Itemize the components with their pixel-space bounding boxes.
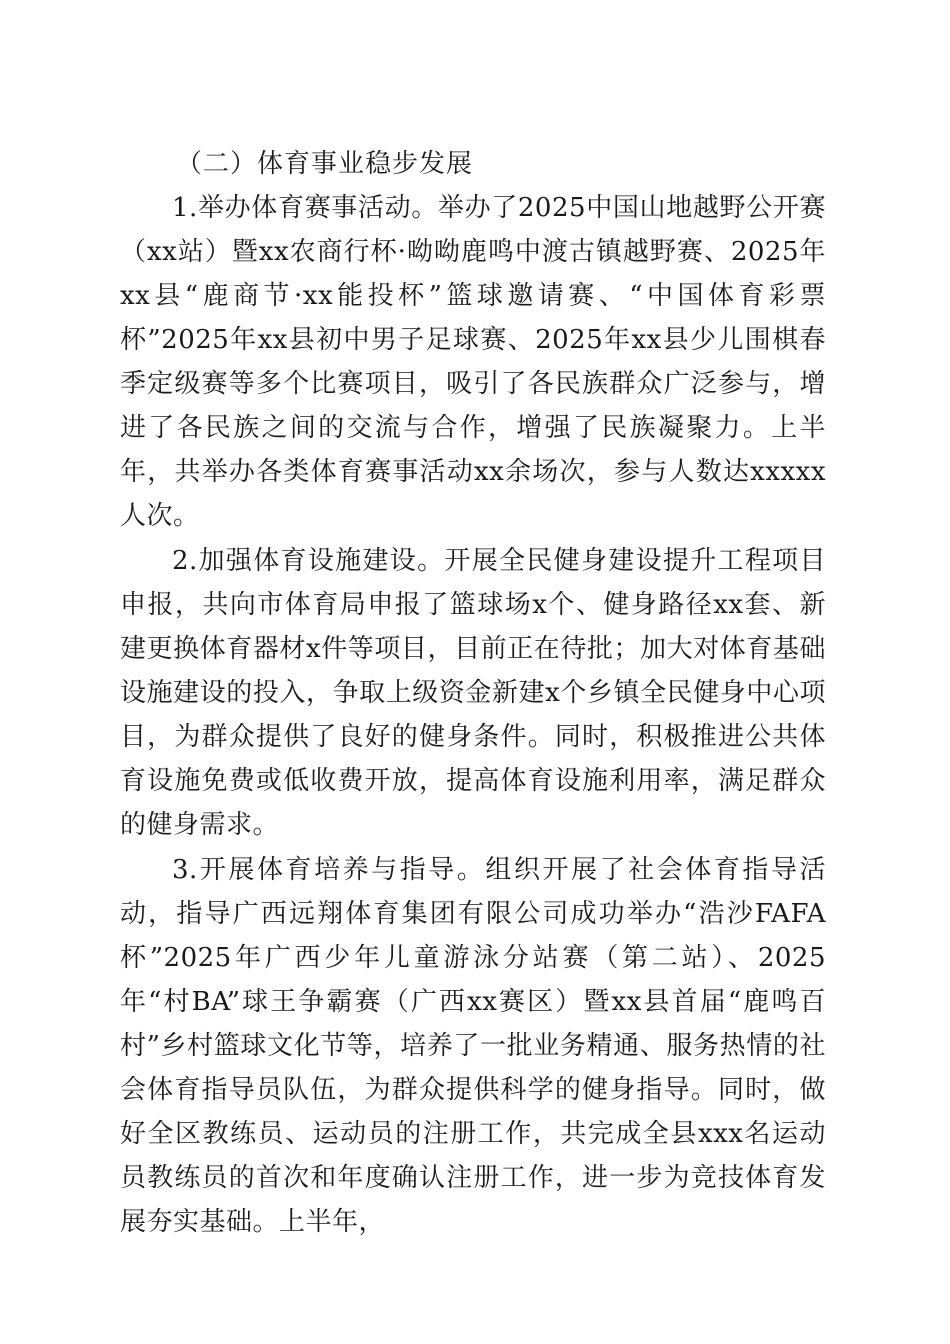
paragraph-sports-facilities: 2.加强体育设施建设。开展全民健身建设提升工程项目申报，共向市体育局申报了篮球场x个、健身路径xx套、新建更换体育器材x件等项目，目前正在待批；加大对体育基础设施建设的投入，争取上级资金新建x个乡镇全民健身中心项目，为群众提供了良好的健身条件。同时，积极推进公共体育设施免费或低收费开放，提高体育设施利用率，满足群众的健身需求。 [120, 546, 826, 840]
paragraph-sports-training: 3.开展体育培养与指导。组织开展了社会体育指导活动，指导广西远翔体育集团有限公司成功举办“浩沙FAFA杯”2025年广西少年儿童游泳分站赛（第二站）、2025年“村BA”球王争霸赛（广西xx赛区）暨xx县首届“鹿鸣百村”乡村篮球文化节等，培养了一批业务精通、服务热情的社会体育指导员队伍，为群众提供科学的健身指导。同时，做好全区教练员、运动员的注册工作，共完成全县xxx名运动员教练员的首次和年度确认注册工作，进一步为竞技体育发展夯实基础。上半年， [120, 855, 826, 1237]
document-body [120, 142, 826, 1244]
paragraph-sports-events: 1.举办体育赛事活动。举办了2025中国山地越野公开赛（xx站）暨xx农商行杯·呦呦鹿鸣中渡古镇越野赛、2025年xx县“鹿商节·xx能投杯”篮球邀请赛、“中国体育彩票杯”2025年xx县初中男子足球赛、2025年xx县少儿围棋春季定级赛等多个比赛项目，吸引了各民族群众广泛参与，增进了各民族之间的交流与合作，增强了民族凝聚力。上半年，共举办各类体育赛事活动xx余场次，参与人数达xxxxx人次。 [120, 193, 826, 531]
section-heading: （二）体育事业稳步发展 [176, 149, 474, 179]
